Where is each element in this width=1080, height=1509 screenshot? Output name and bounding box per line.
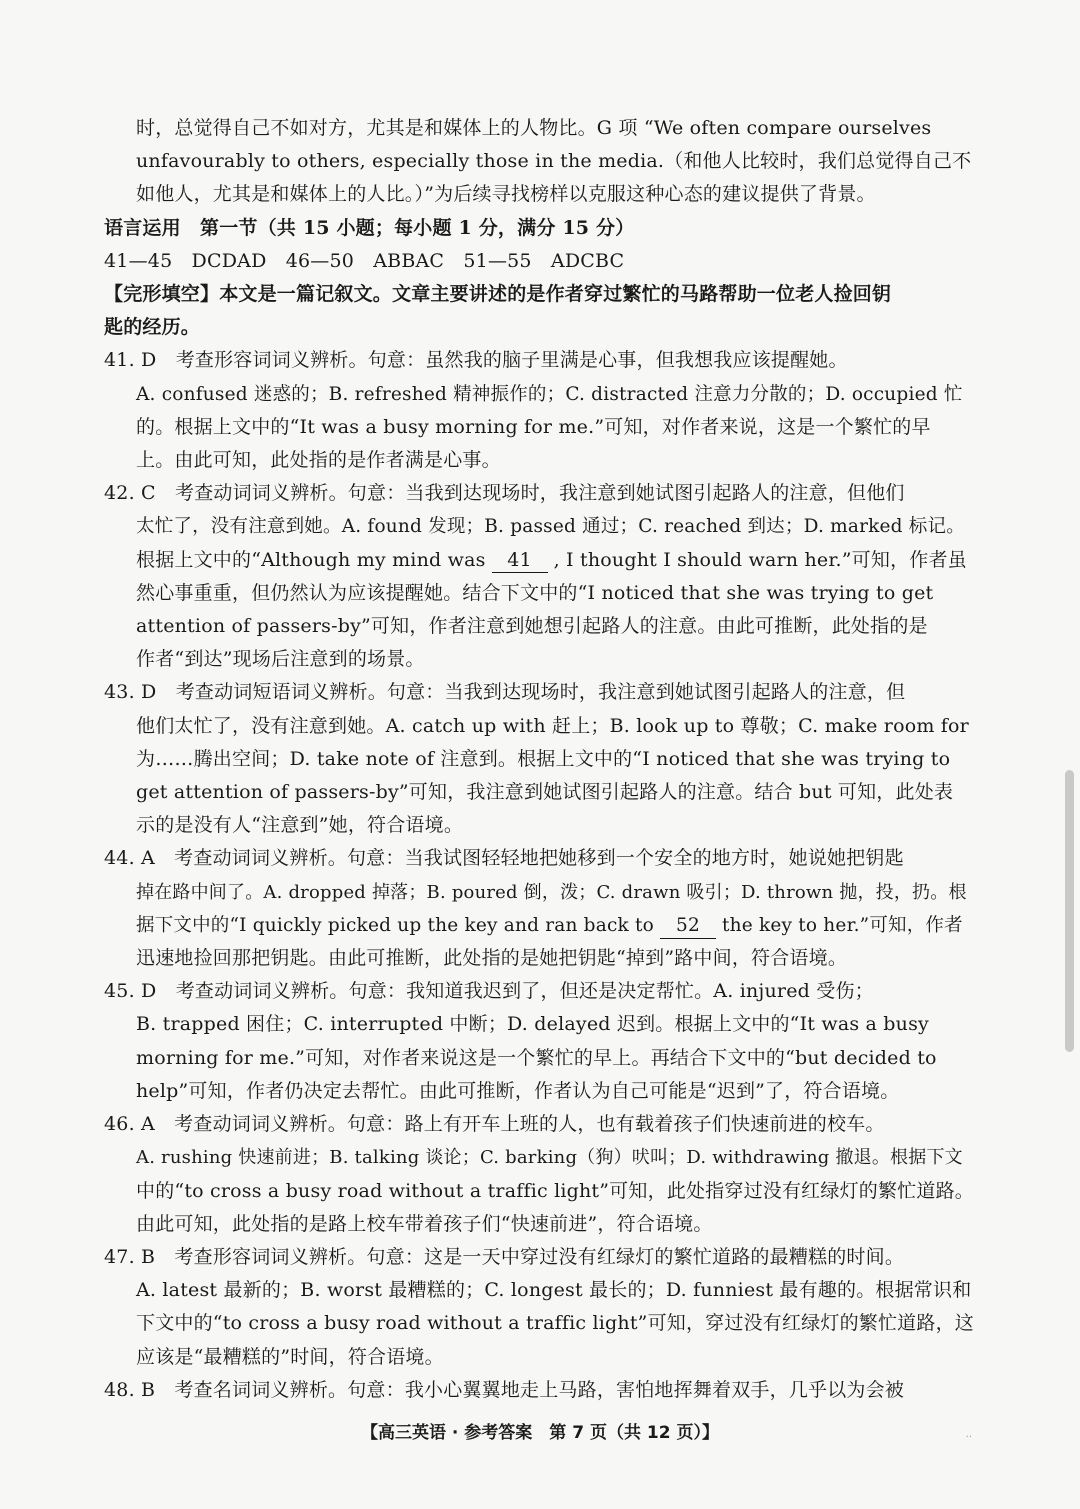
q42-blank-pre: 根据上文中的“Although my mind was xyxy=(136,548,486,571)
q46-line: 46. A 考查动词词义辨析。句意：路上有开车上班的人，也有载着孩子们快速前进的校车。 xyxy=(104,1113,885,1136)
q48-line: 48. B 考查名词词义辨析。句意：我小心翼翼地走上马路，害怕地挥舞着双手，几乎以为会被 xyxy=(104,1378,905,1401)
q46-line: A. rushing 快速前进；B. talking 谈论；C. barking（狗）吠叫；D. withdrawing 撤退。根据下文 xyxy=(136,1147,963,1169)
q44-line: 掉在路中间了。A. dropped 掉落；B. poured 倒，泼；C. drawn 吸引；D. thrown 抛，投，扔。根 xyxy=(136,881,967,903)
section-heading: 语言运用 第一节（共 15 小题；每小题 1 分，满分 15 分） xyxy=(104,216,635,239)
text-line: 时，总觉得自己不如对方，尤其是和媒体上的人物比。G 项 “We often compare ourselves xyxy=(136,117,932,139)
text-line: unfavourably to others, especially those in the media.（和他人比较时，我们总觉得自己不 xyxy=(136,150,972,173)
q46-line: 中的“to cross a busy road without a traffic light”可知，此处指穿过没有红绿灯的繁忙道路。 xyxy=(136,1179,974,1202)
summary-line: 【完形填空】本文是一篇记叙文。文章主要讲述的是作者穿过繁忙的马路帮助一位老人捡回钥 xyxy=(104,283,892,306)
answers-line: 41—45 DCDAD 46—50 ABBAC 51—55 ADCBC xyxy=(104,249,625,272)
q42-line: 作者“到达”现场后注意到的场景。 xyxy=(136,648,425,671)
q47-line: 应该是“最糟糕的”时间，符合语境。 xyxy=(136,1345,444,1368)
q44-blank-pre: 据下文中的“I quickly picked up the key and ran back to xyxy=(136,914,654,936)
q44-line: 44. A 考查动词词义辨析。句意：当我试图轻轻地把她移到一个安全的地方时，她说她把钥匙 xyxy=(104,847,904,870)
blank-52: 52 xyxy=(660,914,716,939)
q45-line: 45. D 考查动词词义辨析。句意：我知道我迟到了，但还是决定帮忙。A. injured 受伤； xyxy=(104,980,874,1003)
q44-line-with-blank xyxy=(104,909,980,942)
answer-key-page xyxy=(104,112,980,1407)
q42-line: 42. C 考查动词词义辨析。句意：当我到达现场时，我注意到她试图引起路人的注意，但他们 xyxy=(104,482,905,505)
q42-line: attention of passers-by”可知，作者注意到她想引起路人的注意。由此可推断，此处指的是 xyxy=(136,615,928,638)
text-line: 如他人，尤其是和媒体上的人比。）”为后续寻找榜样以克服这种心态的建议提供了背景。 xyxy=(136,183,876,206)
q41-line: A. confused 迷惑的；B. refreshed 精神振作的；C. distracted 注意力分散的；D. occupied 忙 xyxy=(136,383,963,405)
q45-line: B. trapped 困住；C. interrupted 中断；D. delayed 迟到。根据上文中的“It was a busy xyxy=(136,1013,929,1036)
q46-line: 由此可知，此处指的是路上校车带着孩子们“快速前进”，符合语境。 xyxy=(136,1212,713,1235)
ellipsis-mark: ·· xyxy=(965,1432,972,1443)
summary-line: 匙的经历。 xyxy=(104,316,201,339)
q41-line: 41. D 考查形容词词义辨析。句意：虽然我的脑子里满是心事，但我想我应该提醒她。 xyxy=(104,349,848,372)
scrollbar-thumb[interactable] xyxy=(1065,770,1074,1052)
q42-line: 太忙了，没有注意到她。A. found 发现；B. passed 通过；C. reached 到达；D. marked 标记。 xyxy=(136,516,965,538)
q42-blank-post: , I thought I should warn her.”可知，作者虽 xyxy=(553,548,967,571)
q43-line: 43. D 考查动词短语词义辨析。句意：当我到达现场时，我注意到她试图引起路人的注意，但 xyxy=(104,681,906,704)
q43-line: 为……腾出空间；D. take note of 注意到。根据上文中的“I noticed that she was trying to xyxy=(136,747,951,770)
q42-line-with-blank xyxy=(104,544,980,577)
q45-line: morning for me.”可知，对作者来说这是一个繁忙的早上。再结合下文中的“but decided to xyxy=(136,1046,937,1069)
q41-line: 的。根据上文中的“It was a busy morning for me.”可知，对作者来说，这是一个繁忙的早 xyxy=(136,415,931,438)
q43-line: 他们太忙了，没有注意到她。A. catch up with 赶上；B. look up to 尊敬；C. make room for xyxy=(136,714,969,737)
blank-41: 41 xyxy=(492,548,548,573)
q44-line: 迅速地捡回那把钥匙。由此可推断，此处指的是她把钥匙“掉到”路中间，符合语境。 xyxy=(136,947,848,970)
page-footer: 【高三英语 · 参考答案 第 7 页（共 12 页）】 xyxy=(361,1423,719,1443)
q47-line: 47. B 考查形容词词义辨析。句意：这是一天中穿过没有红绿灯的繁忙道路的最糟糕的时间。 xyxy=(104,1245,905,1268)
q43-line: get attention of passers-by”可知，我注意到她试图引起路人的注意。结合 but 可知，此处表 xyxy=(136,781,954,804)
q44-blank-post: the key to her.”可知，作者 xyxy=(721,914,963,936)
q42-line: 然心事重重，但仍然认为应该提醒她。结合下文中的“I noticed that she was trying to get xyxy=(136,581,934,604)
q47-line: 下文中的“to cross a busy road without a traffic light”可知，穿过没有红绿灯的繁忙道路，这 xyxy=(136,1312,974,1335)
q45-line: help”可知，作者仍决定去帮忙。由此可推断，作者认为自己可能是“迟到”了，符合语境。 xyxy=(136,1079,900,1102)
q47-line: A. latest 最新的；B. worst 最糟糕的；C. longest 最长的；D. funniest 最有趣的。根据常识和 xyxy=(136,1279,972,1302)
q43-line: 示的是没有人“注意到”她，符合语境。 xyxy=(136,814,464,837)
q41-line: 上。由此可知，此处指的是作者满是心事。 xyxy=(136,449,501,472)
